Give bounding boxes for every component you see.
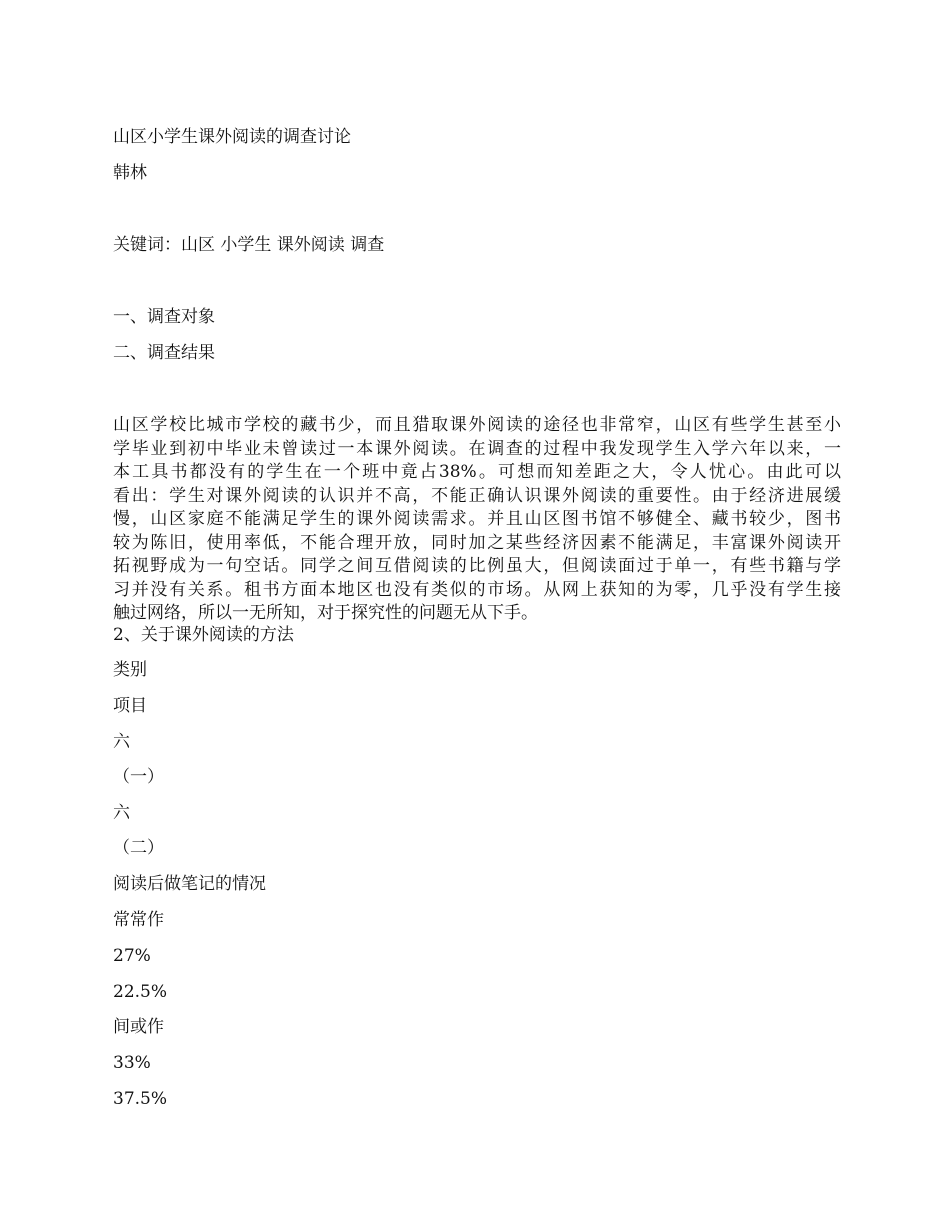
paragraph-line: 拓视野成为一句空话。同学之间互借阅读的比例虽大，但阅读面过于单一，有些书籍与学 — [113, 556, 841, 576]
document-author: 韩林 — [113, 163, 147, 183]
subsection-heading: 2、关于课外阅读的方法 — [113, 625, 294, 645]
table-cell: 项目 — [113, 696, 147, 716]
paragraph-line: 较为陈旧，使用率低，不能合理开放，同时加之某些经济因素不能满足，丰富课外阅读开 — [113, 532, 841, 553]
table-cell: 33% — [113, 1053, 151, 1073]
paragraph-line: 习并没有关系。租书方面本地区也没有类似的市场。从网上获知的为零，几乎没有学生接 — [113, 579, 841, 600]
paragraph-line: 学毕业到初中毕业未曾读过一本课外阅读。在调查的过程中我发现学生入学六年以来，一 — [113, 438, 841, 459]
section-heading-1: 一、调查对象 — [113, 307, 215, 327]
table-cell: 间或作 — [113, 1017, 164, 1037]
table-cell: 27% — [113, 946, 151, 966]
paragraph-line: 触过网络，所以一无所知，对于探究性的问题无从下手。 — [113, 603, 538, 623]
paragraph-line: 山区学校比城市学校的藏书少，而且猎取课外阅读的途径也非常窄，山区有些学生甚至小 — [113, 415, 841, 435]
table-cell: 22.5% — [113, 982, 168, 1002]
table-cell: （二） — [113, 838, 164, 858]
table-cell: 常常作 — [113, 910, 164, 930]
keywords-line: 关键词：山区 小学生 课外阅读 调查 — [113, 235, 385, 255]
results-paragraph — [113, 414, 841, 626]
table-cell: 六 — [113, 732, 130, 752]
table-cell: （一） — [113, 767, 164, 787]
table-cell: 六 — [113, 803, 130, 823]
document-title: 山区小学生课外阅读的调查讨论 — [113, 127, 351, 147]
paragraph-line: 慢，山区家庭不能满足学生的课外阅读需求。并且山区图书馆不够健全、藏书较少，图书 — [113, 509, 841, 529]
table-cell: 阅读后做笔记的情况 — [113, 874, 266, 894]
section-heading-2: 二、调查结果 — [113, 343, 215, 363]
paragraph-line: 看出：学生对课外阅读的认识并不高，不能正确认识课外阅读的重要性。由于经济进展缓 — [113, 485, 841, 506]
paragraph-line: 本工具书都没有的学生在一个班中竟占38%。可想而知差距之大，令人忧心。由此可以 — [113, 462, 841, 482]
table-cell: 类别 — [113, 660, 147, 680]
table-cell: 37.5% — [113, 1089, 168, 1109]
